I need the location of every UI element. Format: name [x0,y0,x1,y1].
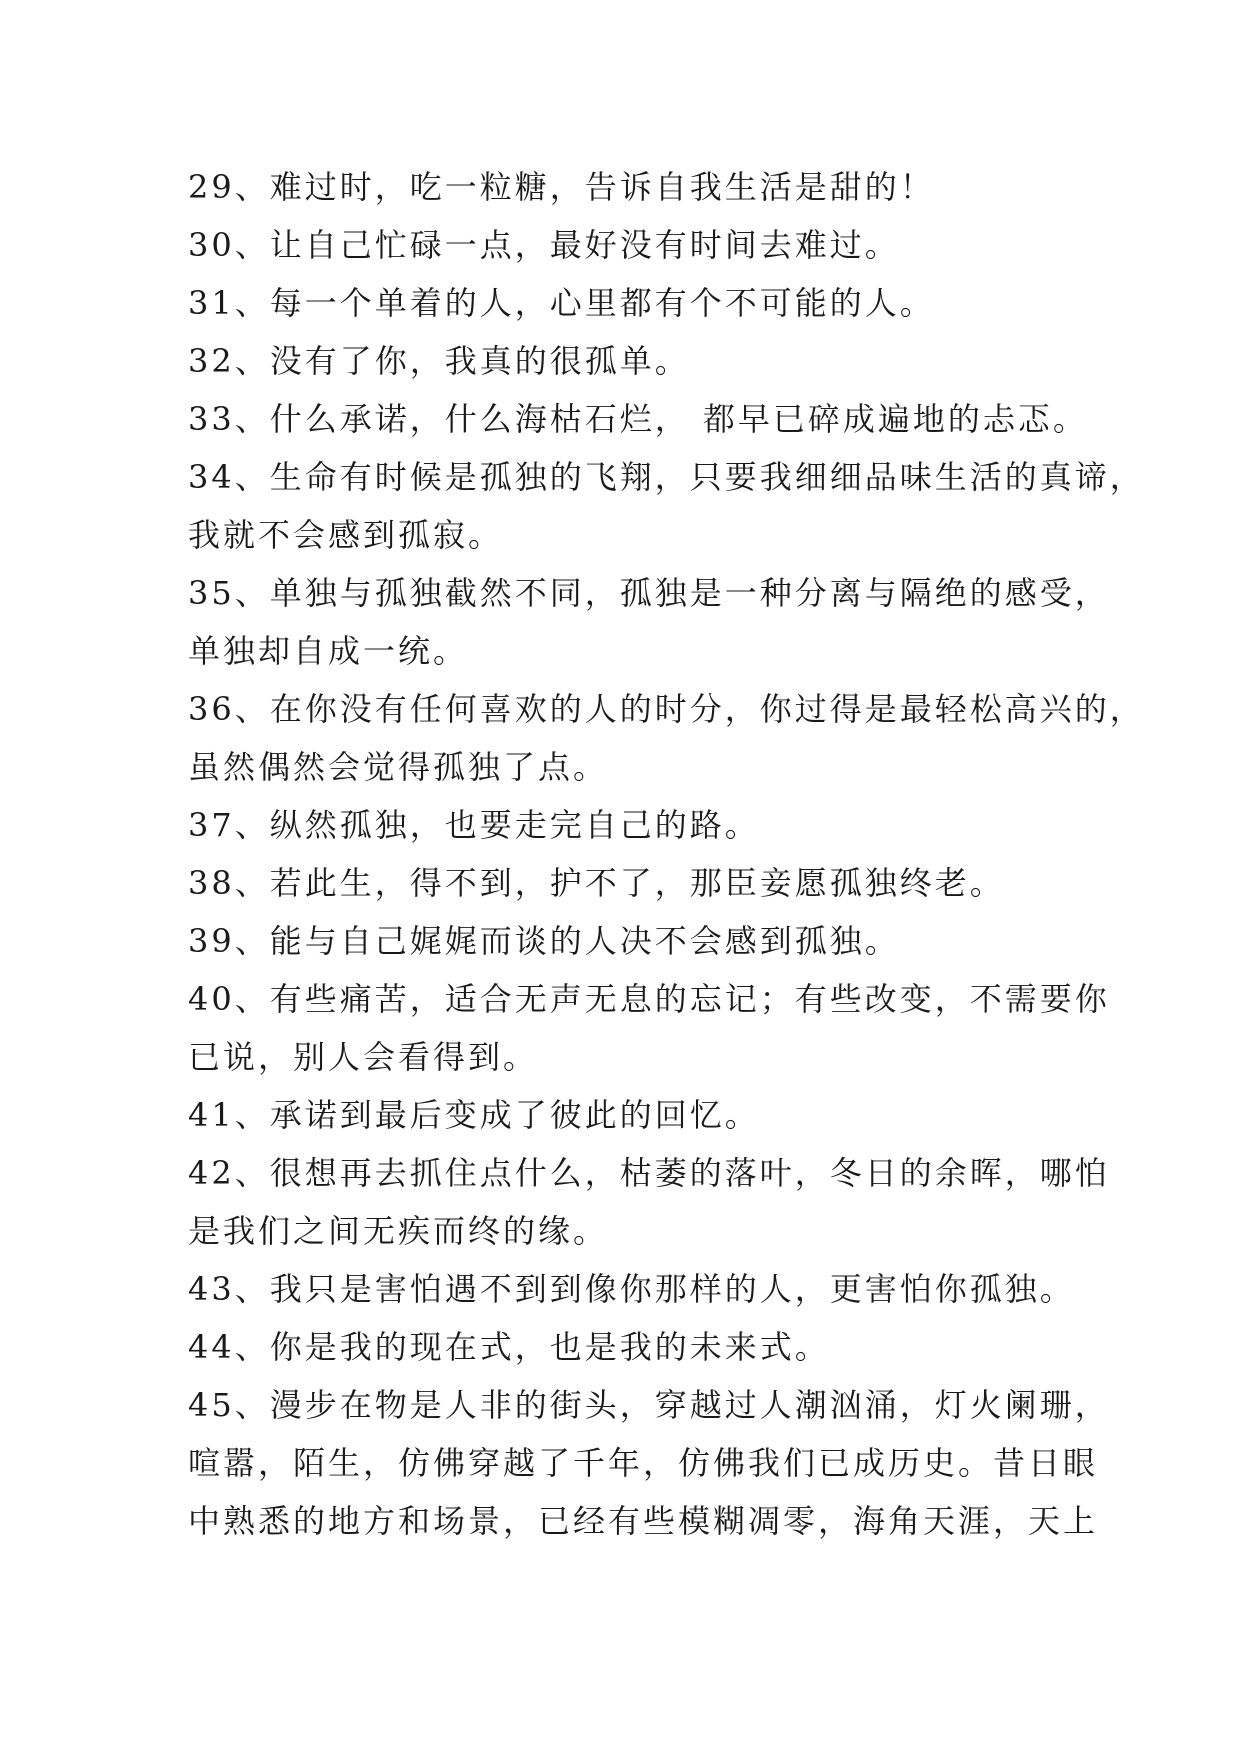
text-line: 45、漫步在物是人非的街头，穿越过人潮汹涌，灯火阑珊， [188,1386,1110,1424]
text-line: 我就不会感到孤寂。 [188,516,504,554]
text-line: 喧嚣，陌生，仿佛穿越了千年，仿佛我们已成历史。昔日眼 [188,1444,1099,1482]
text-line: 中熟悉的地方和场景，已经有些模糊凋零，海角天涯，天上 [188,1502,1099,1540]
text-line: 35、单独与孤独截然不同，孤独是一种分离与隔绝的感受， [188,574,1110,612]
text-line: 37、纵然孤独，也要走完自己的路。 [188,806,760,844]
text-line: 44、你是我的现在式，也是我的未来式。 [188,1328,830,1366]
text-line: 32、没有了你，我真的很孤单。 [188,342,690,380]
text-line: 38、若此生，得不到，护不了，那臣妾愿孤独终老。 [188,864,1005,902]
text-line: 40、有些痛苦，适合无声无息的忘记；有些改变，不需要你 [188,980,1110,1018]
text-line: 单独却自成一统。 [188,632,469,670]
document-body [188,158,1145,1550]
text-line: 是我们之间无疾而终的缘。 [188,1212,609,1250]
text-line: 31、每一个单着的人，心里都有个不可能的人。 [188,284,935,322]
text-line: 34、生命有时候是孤独的飞翔，只要我细细品味生活的真谛， [188,458,1145,496]
text-line: 41、承诺到最后变成了彼此的回忆。 [188,1096,760,1134]
text-line: 33、什么承诺，什么海枯石烂， 都早已碎成遍地的忐忑。 [188,400,1088,438]
text-line: 已说，别人会看得到。 [188,1038,539,1076]
text-line: 42、很想再去抓住点什么，枯萎的落叶，冬日的余晖，哪怕 [188,1154,1110,1192]
text-line: 43、我只是害怕遇不到到像你那样的人，更害怕你孤独。 [188,1270,1075,1308]
text-line: 虽然偶然会觉得孤独了点。 [188,748,609,786]
text-line: 36、在你没有任何喜欢的人的时分，你过得是最轻松高兴的， [188,690,1145,728]
text-line: 29、难过时，吃一粒糖，告诉自我生活是甜的！ [188,168,935,206]
text-line: 39、能与自己娓娓而谈的人决不会感到孤独。 [188,922,900,960]
text-line: 30、让自己忙碌一点，最好没有时间去难过。 [188,226,900,264]
